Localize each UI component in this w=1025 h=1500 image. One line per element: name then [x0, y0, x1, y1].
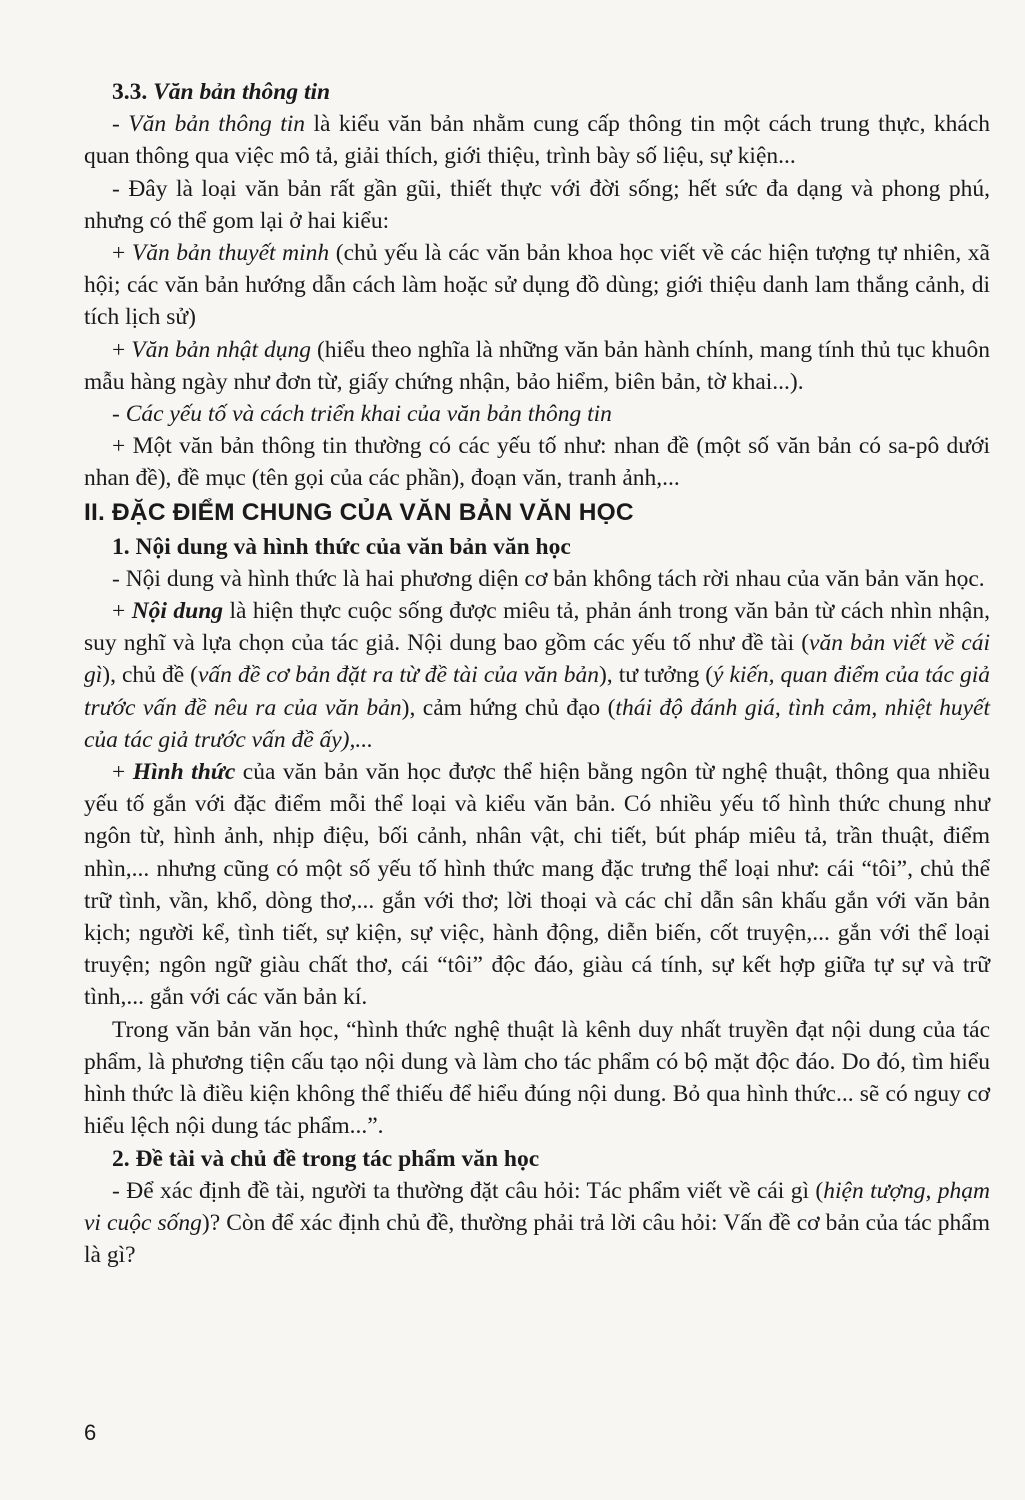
italic-run: ý kiến, quan điểm của tác giả trước vấn đề nêu ra của văn bản	[84, 662, 990, 721]
paragraph-hinh-thuc	[84, 756, 990, 1014]
text-run: ), tư tưởng (	[598, 662, 714, 689]
text-run: ), cảm hứng chủ đạo (	[401, 694, 616, 721]
paragraph	[84, 1175, 990, 1272]
paragraph: - Nội dung và hình thức là hai phương diện cơ bản không tách rời nhau của văn bản văn học.	[112, 565, 985, 592]
subsection-1-heading: 1. Nội dung và hình thức của văn bản văn học	[112, 533, 571, 560]
italic-run: vấn đề cơ bản đặt ra từ đề tài của văn bản	[198, 662, 599, 689]
text-run: (chủ yếu là các văn bản khoa học viết về các hiện tượng tự nhiên, xã hội; các văn bản hướng dẫn cách làm hoặc sử dụng đồ dùng; giới thiệu danh lam thắng cảnh, di tích lịch sử)	[84, 240, 990, 331]
text-run: - Để xác định đề tài, người ta thường đặt câu hỏi: Tác phẩm viết về cái gì (	[112, 1177, 824, 1204]
italic-term: Văn bản thông tin	[128, 111, 306, 138]
bold-italic-term: Hình thức	[132, 759, 236, 786]
text-run: (hiểu theo nghĩa là những văn bản hành chính, mang tính thủ tục khuôn mẫu hàng ngày như đơn từ, giấy chứng nhận, bảo hiểm, biên bản, tờ khai...).	[84, 336, 990, 395]
section-ii-heading: II. ĐẶC ĐIỂM CHUNG CỦA VĂN BẢN VĂN HỌC	[84, 498, 634, 526]
paragraph	[84, 237, 990, 334]
paragraph-quote: Trong văn bản văn học, “hình thức nghệ thuật là kênh duy nhất truyền đạt nội dung của tác phẩm, là phương tiện cấu tạo nội dung và làm cho tác phẩm có bộ mặt độc đáo. Do đó, tìm hiểu hình thức là điều kiện không thể thiếu để hiểu đúng nội dung. Bỏ qua hình thức... sẽ có nguy cơ hiểu lệch nội dung tác phẩm...”.	[84, 1016, 990, 1140]
italic-term: Văn bản nhật dụng	[131, 336, 311, 363]
paragraph: - Đây là loại văn bản rất gần gũi, thiết thực với đời sống; hết sức đa dạng và phong phú, nhưng có thể gom lại ở hai kiểu:	[84, 175, 990, 234]
bold-italic-term: Nội dung	[131, 598, 224, 625]
page-number: 6	[84, 1420, 97, 1445]
paragraph-noi-dung	[84, 595, 990, 756]
paragraph: + Một văn bản thông tin thường có các yếu tố như: nhan đề (một số văn bản có sa-pô dưới nhan đề), đề mục (tên gọi của các phần), đoạn văn, tranh ảnh,...	[84, 433, 990, 492]
text-run: là kiểu văn bản nhằm cung cấp thông tin một cách trung thực, khách quan thông qua việc mô tả, giải thích, giới thiệu, trình bày số liệu, sự kiện...	[84, 111, 991, 170]
text-run: của văn bản văn học được thể hiện bằng ngôn từ nghệ thuật, thông qua nhiều yếu tố gắn với đặc điểm mỗi thể loại và kiểu văn bản. Có nhiều yếu tố hình thức chung như ngôn từ, hình ảnh, nhịp điệu, bối cảnh, nhân vật, chi tiết, bút pháp miêu tả, trần thuật, điểm nhìn,... nhưng cũng có một số yếu tố hình thức mang đặc trưng thể loại như: cái “tôi”, chủ thể trữ tình, vần, khổ, dòng thơ,... gắn với thơ; lời thoại và các chỉ dẫn sân khấu gắn với văn bản kịch; người kể, tình tiết, sự kiện, sự việc, hành động, diễn biến, cốt truyện,... gắn với thể loại truyện; ngôn ngữ giàu chất thơ, cái “tôi” độc đáo, giàu cá tính, sự kết hợp giữa tự sự và trữ tình,... gắn với các văn bản kí.	[84, 759, 990, 1011]
text-run: ), chủ đề (	[102, 662, 198, 689]
italic-run: thái độ đánh giá, tình cảm, nhiệt huyết của tác giả trước vấn đề ấy),...	[84, 694, 990, 753]
italic-run: hiện tượng, phạm vi cuộc sống	[84, 1177, 990, 1236]
text-run: +	[112, 336, 132, 363]
text-run: +	[112, 759, 133, 786]
subsection-2-heading: 2. Đề tài và chủ đề trong tác phẩm văn học	[112, 1145, 540, 1172]
text-run: )? Còn để xác định chủ đề, thường phải trả lời câu hỏi: Vấn đề cơ bản của tác phẩm là gì?	[84, 1209, 991, 1269]
italic-term: Văn bản thuyết minh	[131, 240, 330, 267]
text-run: -	[112, 111, 129, 138]
text-run: +	[112, 240, 132, 267]
italic-line: - Các yếu tố và cách triển khai của văn bản thông tin	[112, 401, 612, 428]
paragraph	[84, 108, 990, 172]
text-run: là hiện thực cuộc sống được miêu tả, phản ánh trong văn bản từ cách nhìn nhận, suy nghĩ và lựa chọn của tác giả. Nội dung bao gồm các yếu tố như đề tài (	[84, 598, 990, 657]
text-run: +	[112, 598, 132, 625]
page-content	[84, 76, 990, 1271]
paragraph	[84, 334, 990, 398]
italic-run: văn bản viết về cái gì	[84, 630, 991, 689]
section-3-3-heading	[84, 76, 990, 108]
paragraph	[84, 398, 990, 430]
section-title: Văn bản thông tin	[153, 79, 331, 105]
section-number: 3.3.	[112, 79, 148, 105]
